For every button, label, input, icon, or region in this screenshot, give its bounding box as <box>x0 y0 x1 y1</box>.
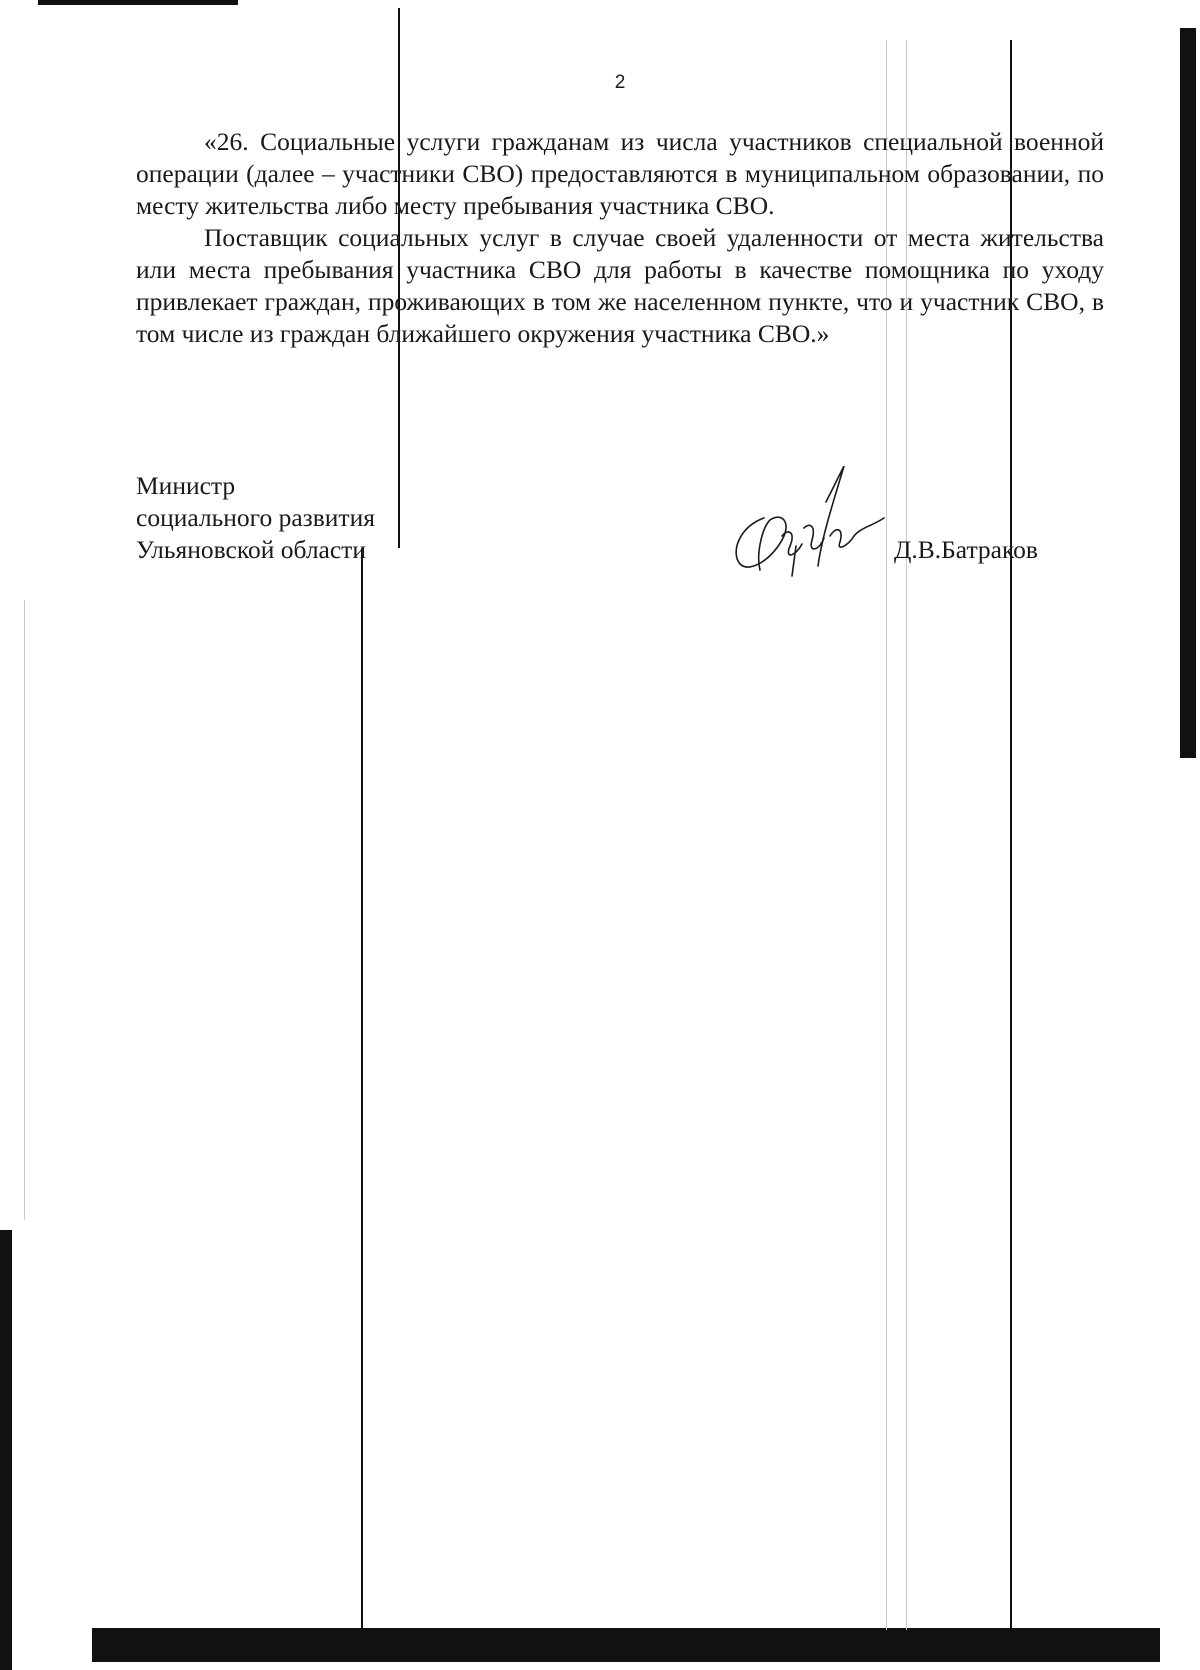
signatory-title-line-3: Ульяновской области <box>136 535 366 564</box>
paragraph-provider: Поставщик социальных услуг в случае своей удаленности от места жительства или места пребывания участника СВО для работы в качестве помощника по уходу привлекает граждан, проживающих в том же населенном пункте, что и участник СВО, в том числе из граждан ближайшего окружения участника СВО.» <box>136 223 1104 348</box>
paragraph-26: «26. Социальные услуги гражданам из числа участников специальной военной операции (далее – участники СВО) предоставляются в муниципальном образовании, по месту жительства либо месту пребывания участника СВО. <box>136 127 1104 220</box>
scan-artifact-faint-line-3 <box>24 600 25 1220</box>
signatory-title <box>136 470 375 566</box>
scan-artifact-bottom-edge <box>92 1628 1160 1662</box>
page-number: 2 <box>614 72 626 93</box>
scan-artifact-left-edge <box>0 1230 12 1670</box>
signatory-title-line-2: социального развития <box>136 503 375 532</box>
scan-artifact-top-left <box>38 0 238 5</box>
handwritten-signature <box>726 466 896 582</box>
document-body <box>136 126 1104 350</box>
signatory-title-line-1: Министр <box>136 471 236 500</box>
scan-artifact-right-edge <box>1180 28 1196 758</box>
signatory-name: Д.В.Батраков <box>894 535 1038 564</box>
scan-artifact-vertical-line-2 <box>361 548 363 1628</box>
